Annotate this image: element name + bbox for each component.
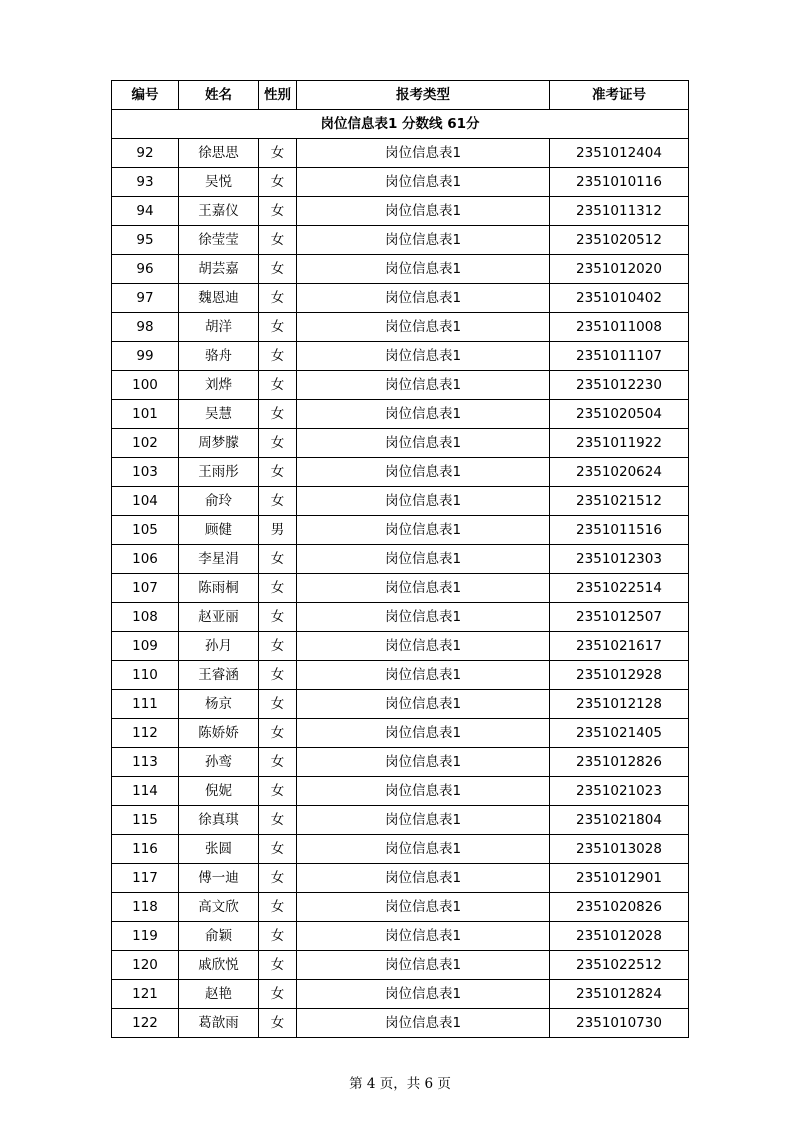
cell-name: 王雨彤	[179, 458, 259, 487]
cell-gender: 女	[259, 545, 297, 574]
cell-gender: 女	[259, 284, 297, 313]
cell-exam-type: 岗位信息表1	[297, 429, 550, 458]
cell-name: 王嘉仪	[179, 197, 259, 226]
table-row	[112, 951, 689, 980]
cell-exam-type: 岗位信息表1	[297, 777, 550, 806]
table-row	[112, 690, 689, 719]
table-row	[112, 313, 689, 342]
cell-number: 117	[112, 864, 179, 893]
section-title: 岗位信息表1 分数线 61分	[112, 110, 689, 139]
table-row	[112, 545, 689, 574]
cell-number: 105	[112, 516, 179, 545]
cell-number: 106	[112, 545, 179, 574]
cell-name: 张圆	[179, 835, 259, 864]
table-row	[112, 864, 689, 893]
cell-number: 102	[112, 429, 179, 458]
cell-name: 陈雨桐	[179, 574, 259, 603]
candidate-table	[111, 80, 689, 1038]
cell-exam-type: 岗位信息表1	[297, 226, 550, 255]
cell-exam-type: 岗位信息表1	[297, 545, 550, 574]
table-row	[112, 980, 689, 1009]
cell-exam-type: 岗位信息表1	[297, 458, 550, 487]
cell-name: 倪妮	[179, 777, 259, 806]
cell-exam-type: 岗位信息表1	[297, 864, 550, 893]
cell-exam-type: 岗位信息表1	[297, 719, 550, 748]
cell-exam-type: 岗位信息表1	[297, 748, 550, 777]
table-row	[112, 487, 689, 516]
cell-gender: 女	[259, 574, 297, 603]
cell-exam-type: 岗位信息表1	[297, 400, 550, 429]
cell-exam-type: 岗位信息表1	[297, 661, 550, 690]
cell-gender: 女	[259, 690, 297, 719]
table-row	[112, 1009, 689, 1038]
cell-exam-id: 2351020504	[550, 400, 689, 429]
cell-exam-id: 2351011516	[550, 516, 689, 545]
cell-exam-id: 2351012020	[550, 255, 689, 284]
cell-number: 109	[112, 632, 179, 661]
table-row	[112, 284, 689, 313]
cell-gender: 女	[259, 661, 297, 690]
table-row	[112, 371, 689, 400]
cell-exam-type: 岗位信息表1	[297, 284, 550, 313]
table-row	[112, 603, 689, 632]
header-gender: 性别	[259, 81, 297, 110]
cell-number: 98	[112, 313, 179, 342]
cell-gender: 女	[259, 197, 297, 226]
cell-exam-id: 2351021617	[550, 632, 689, 661]
cell-name: 傅一迪	[179, 864, 259, 893]
cell-number: 104	[112, 487, 179, 516]
cell-gender: 女	[259, 487, 297, 516]
cell-gender: 女	[259, 371, 297, 400]
cell-gender: 女	[259, 226, 297, 255]
cell-name: 王睿涵	[179, 661, 259, 690]
table-row	[112, 168, 689, 197]
cell-name: 孙鸾	[179, 748, 259, 777]
cell-number: 110	[112, 661, 179, 690]
cell-exam-id: 2351012901	[550, 864, 689, 893]
cell-exam-type: 岗位信息表1	[297, 922, 550, 951]
table-row	[112, 806, 689, 835]
cell-gender: 女	[259, 458, 297, 487]
cell-exam-id: 2351022514	[550, 574, 689, 603]
cell-name: 周梦朦	[179, 429, 259, 458]
cell-number: 92	[112, 139, 179, 168]
section-row	[112, 110, 689, 139]
cell-exam-id: 2351012230	[550, 371, 689, 400]
cell-gender: 男	[259, 516, 297, 545]
cell-name: 骆舟	[179, 342, 259, 371]
cell-name: 吴慧	[179, 400, 259, 429]
cell-gender: 女	[259, 719, 297, 748]
cell-number: 95	[112, 226, 179, 255]
cell-name: 徐莹莹	[179, 226, 259, 255]
cell-gender: 女	[259, 922, 297, 951]
cell-gender: 女	[259, 893, 297, 922]
cell-exam-id: 2351013028	[550, 835, 689, 864]
cell-exam-type: 岗位信息表1	[297, 313, 550, 342]
cell-number: 99	[112, 342, 179, 371]
cell-exam-id: 2351020826	[550, 893, 689, 922]
table-row	[112, 719, 689, 748]
cell-number: 100	[112, 371, 179, 400]
cell-exam-id: 2351012303	[550, 545, 689, 574]
table-row	[112, 835, 689, 864]
cell-number: 107	[112, 574, 179, 603]
cell-exam-type: 岗位信息表1	[297, 603, 550, 632]
cell-exam-type: 岗位信息表1	[297, 516, 550, 545]
cell-number: 115	[112, 806, 179, 835]
table-row	[112, 777, 689, 806]
cell-number: 121	[112, 980, 179, 1009]
cell-name: 高文欣	[179, 893, 259, 922]
cell-gender: 女	[259, 429, 297, 458]
cell-exam-id: 2351011312	[550, 197, 689, 226]
cell-name: 俞颖	[179, 922, 259, 951]
cell-exam-id: 2351020512	[550, 226, 689, 255]
cell-exam-id: 2351011008	[550, 313, 689, 342]
table-row	[112, 632, 689, 661]
cell-name: 杨京	[179, 690, 259, 719]
cell-exam-id: 2351011922	[550, 429, 689, 458]
cell-exam-type: 岗位信息表1	[297, 487, 550, 516]
table-row	[112, 922, 689, 951]
cell-name: 赵亚丽	[179, 603, 259, 632]
cell-exam-type: 岗位信息表1	[297, 806, 550, 835]
cell-number: 114	[112, 777, 179, 806]
cell-name: 赵艳	[179, 980, 259, 1009]
cell-number: 96	[112, 255, 179, 284]
cell-gender: 女	[259, 632, 297, 661]
cell-exam-type: 岗位信息表1	[297, 690, 550, 719]
cell-gender: 女	[259, 603, 297, 632]
cell-exam-type: 岗位信息表1	[297, 1009, 550, 1038]
cell-name: 徐思思	[179, 139, 259, 168]
cell-exam-id: 2351012028	[550, 922, 689, 951]
cell-gender: 女	[259, 1009, 297, 1038]
cell-exam-id: 2351021405	[550, 719, 689, 748]
cell-name: 葛歆雨	[179, 1009, 259, 1038]
cell-gender: 女	[259, 980, 297, 1009]
cell-number: 94	[112, 197, 179, 226]
table-row	[112, 255, 689, 284]
cell-exam-type: 岗位信息表1	[297, 342, 550, 371]
cell-exam-id: 2351021804	[550, 806, 689, 835]
cell-exam-id: 2351012824	[550, 980, 689, 1009]
cell-gender: 女	[259, 139, 297, 168]
cell-exam-type: 岗位信息表1	[297, 632, 550, 661]
table-row	[112, 516, 689, 545]
cell-exam-id: 2351010402	[550, 284, 689, 313]
header-number: 编号	[112, 81, 179, 110]
cell-number: 122	[112, 1009, 179, 1038]
cell-number: 112	[112, 719, 179, 748]
cell-exam-type: 岗位信息表1	[297, 574, 550, 603]
table-row	[112, 226, 689, 255]
cell-number: 111	[112, 690, 179, 719]
table-row	[112, 139, 689, 168]
cell-exam-id: 2351012404	[550, 139, 689, 168]
cell-number: 93	[112, 168, 179, 197]
cell-name: 戚欣悦	[179, 951, 259, 980]
cell-exam-type: 岗位信息表1	[297, 168, 550, 197]
cell-gender: 女	[259, 951, 297, 980]
cell-exam-id: 2351011107	[550, 342, 689, 371]
cell-number: 101	[112, 400, 179, 429]
cell-exam-type: 岗位信息表1	[297, 255, 550, 284]
cell-name: 胡洋	[179, 313, 259, 342]
cell-exam-type: 岗位信息表1	[297, 197, 550, 226]
cell-exam-id: 2351012928	[550, 661, 689, 690]
table-row	[112, 429, 689, 458]
cell-name: 孙月	[179, 632, 259, 661]
cell-name: 徐真琪	[179, 806, 259, 835]
cell-exam-type: 岗位信息表1	[297, 139, 550, 168]
cell-gender: 女	[259, 806, 297, 835]
cell-number: 103	[112, 458, 179, 487]
header-exam-id: 准考证号	[550, 81, 689, 110]
cell-exam-id: 2351020624	[550, 458, 689, 487]
table-row	[112, 458, 689, 487]
cell-name: 魏恩迪	[179, 284, 259, 313]
table-row	[112, 400, 689, 429]
cell-exam-id: 2351012507	[550, 603, 689, 632]
cell-gender: 女	[259, 255, 297, 284]
cell-gender: 女	[259, 168, 297, 197]
cell-exam-id: 2351010116	[550, 168, 689, 197]
cell-name: 陈娇娇	[179, 719, 259, 748]
cell-gender: 女	[259, 342, 297, 371]
cell-number: 116	[112, 835, 179, 864]
cell-number: 120	[112, 951, 179, 980]
cell-gender: 女	[259, 835, 297, 864]
cell-gender: 女	[259, 748, 297, 777]
cell-exam-type: 岗位信息表1	[297, 835, 550, 864]
cell-exam-type: 岗位信息表1	[297, 371, 550, 400]
cell-name: 胡芸嘉	[179, 255, 259, 284]
table-row	[112, 574, 689, 603]
cell-exam-type: 岗位信息表1	[297, 980, 550, 1009]
cell-name: 顾健	[179, 516, 259, 545]
cell-gender: 女	[259, 400, 297, 429]
cell-name: 俞玲	[179, 487, 259, 516]
table-row	[112, 893, 689, 922]
header-name: 姓名	[179, 81, 259, 110]
cell-gender: 女	[259, 864, 297, 893]
cell-exam-type: 岗位信息表1	[297, 893, 550, 922]
cell-number: 118	[112, 893, 179, 922]
cell-number: 119	[112, 922, 179, 951]
cell-exam-id: 2351022512	[550, 951, 689, 980]
cell-gender: 女	[259, 777, 297, 806]
header-exam-type: 报考类型	[297, 81, 550, 110]
cell-exam-id: 2351012128	[550, 690, 689, 719]
cell-exam-id: 2351021023	[550, 777, 689, 806]
page-footer: 第 4 页，共 6 页	[349, 1076, 451, 1092]
cell-exam-type: 岗位信息表1	[297, 951, 550, 980]
table-row	[112, 748, 689, 777]
cell-exam-id: 2351012826	[550, 748, 689, 777]
cell-number: 108	[112, 603, 179, 632]
table-row	[112, 197, 689, 226]
cell-name: 吴悦	[179, 168, 259, 197]
cell-number: 97	[112, 284, 179, 313]
cell-number: 113	[112, 748, 179, 777]
cell-name: 刘烨	[179, 371, 259, 400]
table-body	[112, 110, 689, 1038]
table-row	[112, 661, 689, 690]
cell-name: 李星涓	[179, 545, 259, 574]
cell-exam-id: 2351010730	[550, 1009, 689, 1038]
table-row	[112, 342, 689, 371]
table-header-row	[112, 81, 689, 110]
cell-exam-id: 2351021512	[550, 487, 689, 516]
cell-gender: 女	[259, 313, 297, 342]
